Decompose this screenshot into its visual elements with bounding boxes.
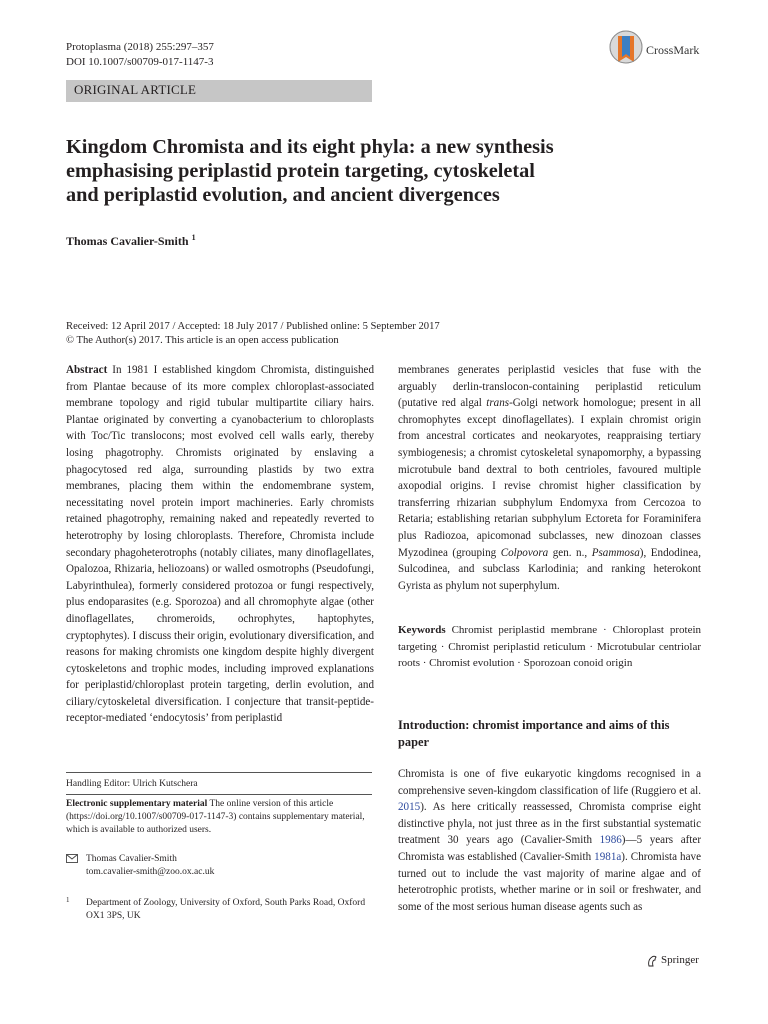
abstract-italic-psammosa: Psammosa [591, 546, 640, 559]
author-line [66, 233, 196, 249]
envelope-icon [66, 854, 78, 863]
intro-text-part: )—5 years after Chromista was established (Cavalier-Smith [398, 834, 702, 863]
journal-citation [66, 40, 214, 70]
title-line-1: Kingdom Chromista and its eight phyla: a new synthesis [66, 136, 554, 158]
abstract-left-column [66, 362, 374, 727]
abstract-label: Abstract [66, 364, 108, 376]
contact-name: Thomas Cavalier-Smith [86, 854, 177, 864]
title-line-3: and periplastid evolution, and ancient divergences [66, 184, 500, 206]
citation-link[interactable]: 2015 [398, 801, 421, 814]
footnote-divider [66, 772, 372, 773]
introduction-body [398, 766, 701, 915]
section-label: ORIGINAL ARTICLE [74, 82, 197, 97]
section-label-bar [66, 80, 372, 102]
contact-email[interactable]: tom.cavalier-smith@zoo.ox.ac.uk [86, 867, 215, 877]
intro-text-part: Chromista is one of five eukaryotic kingdoms recognised in a comprehensive seven-kingdom classification of life (Ruggiero et al. [398, 768, 701, 797]
abstract-italic-trans: trans [486, 397, 510, 410]
article-dates [66, 320, 440, 348]
publication-dates: Received: 12 April 2017 / Accepted: 18 July 2017 / Published online: 5 September 2017 [66, 321, 440, 332]
abstract-text: In 1981 I established kingdom Chromista, distinguished from Plantae because of its more complex chloroplast-associated membrane topology and rigid tubular multipartite ciliary hairs. Plantae originated by converting a cyanobacterium to chloroplasts with Toc/Tic translocons; most evolved cell walls early, thereby losing phagotrophy. Chromists originated by enslaving a phagocytosed red alga, surrounding plastids by two extra membranes, placing them within the endomembrane system, necessitating novel protein import machineries. Early chromists retained phagotrophy, remaining naked and repeatedly reverted to heterotrophy by losing chloroplasts. Therefore, Chromista include secondary phagoheterotrophs (notably ciliates, many dinoflagellates, Opalozoa, Rhizaria, heliozoans) or walled osmotrophs (Pseudofungi, Labyrinthulea), formerly considered protozoa or fungi respectively, plus endoparasites (e.g. Sporozoa) and all chromophyte algae (other dinoflagellates, chromeroids, ochrophytes, haptophytes, cryptophytes). I discuss their origin, evolutionary diversification, and reasons for making chromists one kingdom despite highly divergent cytoskeletons and trophic modes, including improved explanations for periplastid/chloroplast protein targeting, derlin evolution, and ciliary/cytoskeletal diversification. I conjecture that transit-peptide-receptor-mediated ‘endocytosis’ from periplastid [66, 364, 374, 725]
doi-line: DOI 10.1007/s00709-017-1147-3 [66, 56, 214, 68]
abstract-text-part: gen. n., [548, 546, 592, 559]
esm-label: Electronic supplementary material [66, 799, 208, 809]
author-name[interactable]: Thomas Cavalier-Smith [66, 234, 189, 248]
introduction-paragraph [398, 766, 701, 915]
affiliation-text: Department of Zoology, University of Oxford, South Parks Road, Oxford OX1 3PS, UK [86, 898, 366, 921]
esm-text: The online version of this article (https://doi.org/10.1007/s00709-017-1147-3) contains supplementary material, which is available to authorized users. [66, 799, 365, 835]
abstract-right-column [398, 362, 701, 594]
citation-link[interactable]: 1986 [599, 834, 622, 847]
crossmark-label: CrossMark [646, 43, 700, 57]
abstract-paragraph [66, 362, 374, 727]
abstract-text-part: ), Endodinea, Sulcodinea, and subclass Karlodinia; and ranking heterokont Gyrista as phylum not superphylum. [398, 546, 701, 592]
handling-editor: Handling Editor: Ulrich Kutschera [66, 779, 198, 789]
introduction-heading: Introduction: chromist importance and aims of this paper [398, 718, 670, 749]
springer-horse-icon [647, 955, 657, 967]
keywords [398, 622, 701, 672]
crossmark-badge[interactable] [609, 30, 719, 70]
keywords-label: Keywords [398, 624, 446, 636]
title-line-2: emphasising periplastid protein targeting, cytoskeletal [66, 160, 535, 182]
citation-link[interactable]: 1981a [594, 850, 622, 863]
contact-details [86, 853, 214, 879]
abstract-text-part: -Golgi network homologue; present in all chromophytes except dinoflagellates). I explain chromist origin from ancestral corticates and neokaryotes, reappraising tertiary symbiogenesis; a chromist cytoskeletal synapomorphy, a bypassing microtubule band dextral to both centrioles, favoured multiple axopodial origins. I revise chromist higher classification by transferring rhizarian subphylum Endomyxa from Cercozoa to Retaria; establishing retarian subphylum Ectoreta for Foraminifera plus Radiozoa, apicomonad subclasses, new dinozoan classes Myzodinea (grouping [398, 397, 701, 559]
keywords-paragraph [398, 622, 701, 672]
publisher-logo [647, 953, 707, 969]
article-title [66, 135, 626, 207]
affiliation-number: 1 [66, 896, 70, 904]
footnote-divider [66, 794, 372, 795]
author-affiliation-marker: 1 [191, 233, 196, 242]
keywords-text: Chromist periplastid membrane · Chloroplast protein targeting · Chromist periplastid reticulum · Microtubular centriolar roots · Chromist evolution · Sporozoan conoid origin [398, 624, 702, 670]
intro-text-part: ). As here critically reassessed, Chromista comprise eight distinctive phyla, not just three as in the first substantial systematic treatment 30 years ago (Cavalier-Smith [398, 801, 701, 847]
intro-text-part: ). Chromista have turned out to include the vast majority of marine algae and of heterotrophic protists, whether marine or in soil or freshwater, and some of the most serious human disease agents such as [398, 850, 701, 913]
journal-line: Protoplasma (2018) 255:297–357 [66, 41, 214, 53]
abstract-italic-colpovora: Colpovora [500, 546, 549, 559]
supplementary-material-note [66, 798, 372, 837]
publisher-name: Springer [661, 954, 699, 966]
esm-paragraph [66, 798, 372, 837]
abstract-text-part: membranes generates periplastid vesicles that fuse with the arguably derlin-translocon-containing periplastid reticulum (putative red algal [398, 364, 701, 410]
abstract-continuation [398, 362, 701, 594]
license-line: © The Author(s) 2017. This article is an open access publication [66, 335, 339, 346]
crossmark-icon [609, 30, 643, 68]
